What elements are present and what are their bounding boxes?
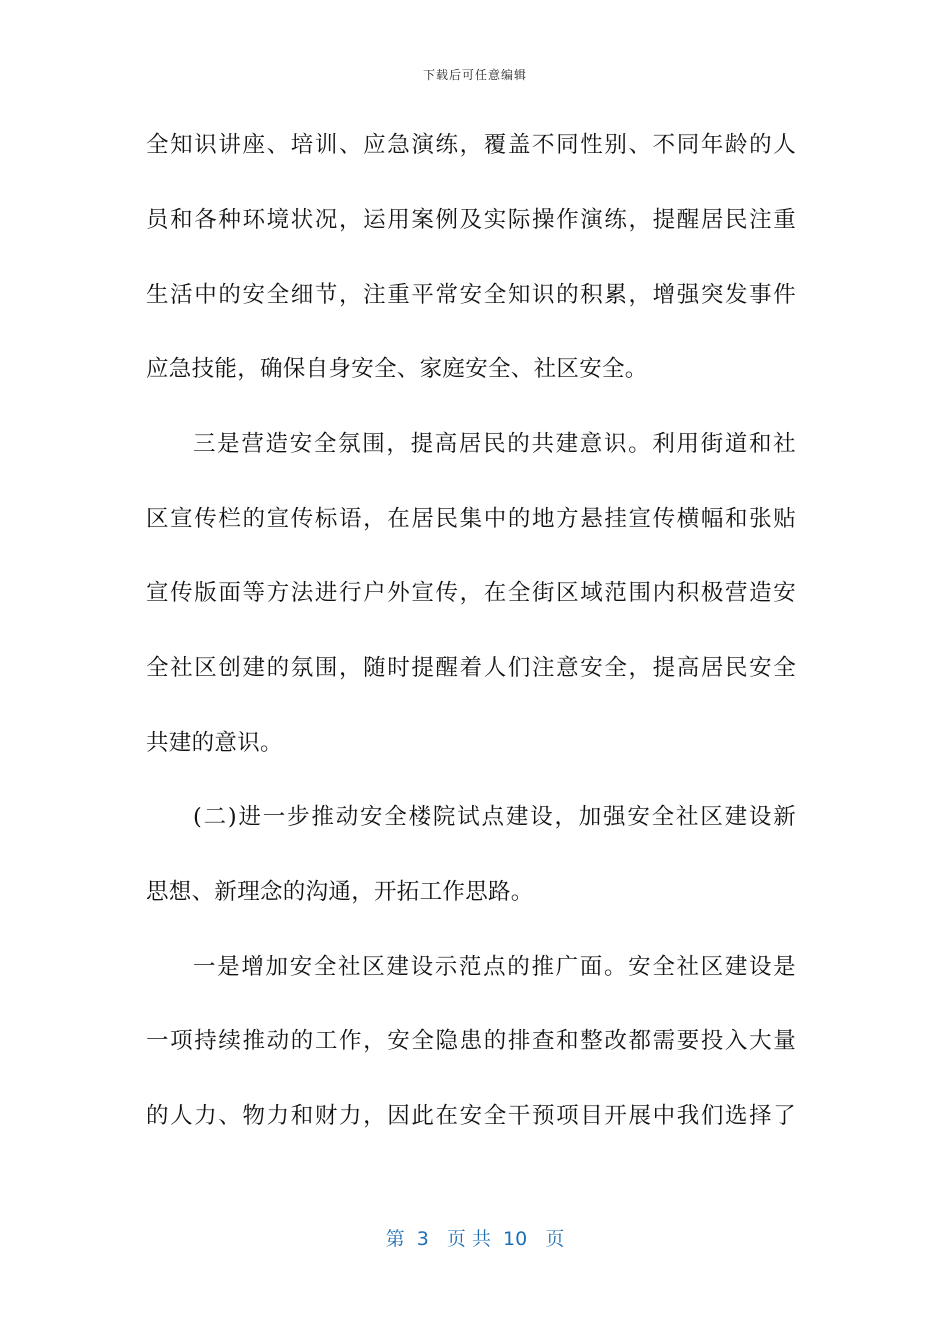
text-line: 员和各种环境状况，运用案例及实际操作演练，提醒居民注重 [146, 207, 796, 233]
text-line: 思想、新理念的沟通，开拓工作思路。 [146, 879, 534, 905]
paragraph-first-line: 三是营造安全氛围，提高居民的共建意识。利用街道和社 [193, 431, 796, 457]
text-line: 全知识讲座、培训、应急演练，覆盖不同性别、不同年龄的人 [146, 132, 796, 158]
text-line: 区宣传栏的宣传标语，在居民集中的地方悬挂宣传横幅和张贴 [146, 506, 796, 532]
text-line: 的人力、物力和财力，因此在安全干预项目开展中我们选择了 [146, 1103, 796, 1129]
text-line: 全社区创建的氛围，随时提醒着人们注意安全，提高居民安全 [146, 655, 796, 681]
text-line: 一项持续推动的工作，安全隐患的排查和整改都需要投入大量 [146, 1028, 796, 1054]
section-heading-line: (二)进一步推动安全楼院试点建设，加强安全社区建设新 [193, 804, 796, 830]
text-line: 生活中的安全细节，注重平常安全知识的积累，增强突发事件 [146, 282, 796, 308]
paragraph-first-line: 一是增加安全社区建设示范点的推广面。安全社区建设是 [193, 954, 796, 980]
text-line: 共建的意识。 [146, 730, 283, 756]
text-line: 应急技能，确保自身安全、家庭安全、社区安全。 [146, 356, 648, 382]
text-line: 宣传版面等方法进行户外宣传，在全街区域范围内积极营造安 [146, 580, 796, 606]
page-number-footer: 第 3 页 共 10 页 [385, 1228, 565, 1250]
page-header: 下载后可任意编辑 [422, 68, 527, 82]
